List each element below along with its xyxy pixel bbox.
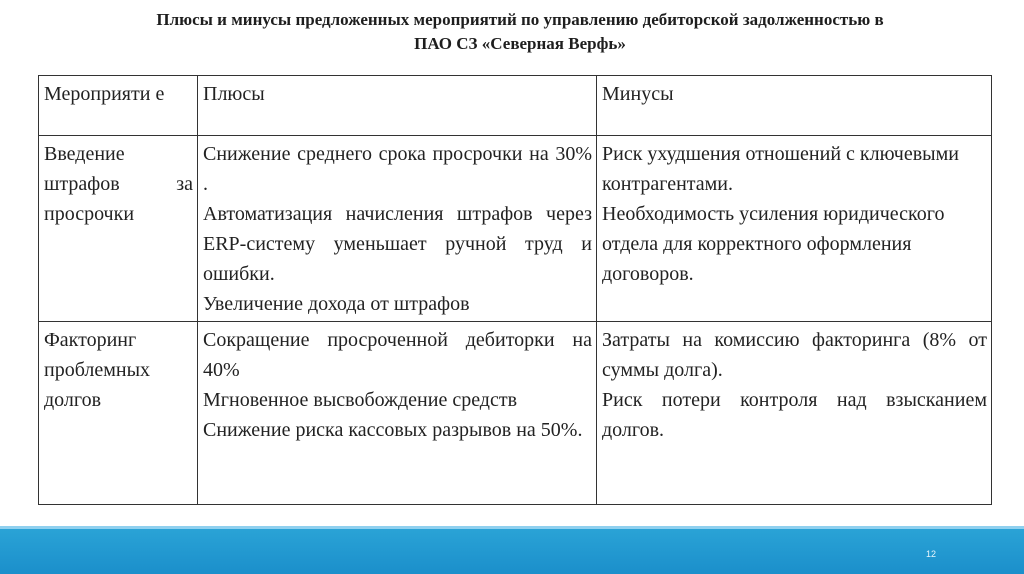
row-pros	[198, 136, 597, 322]
table-header-row	[39, 76, 992, 136]
pros-item: Мгновенное высвобождение средств	[203, 389, 518, 411]
table-row	[39, 136, 992, 322]
row-cons	[597, 322, 992, 505]
pros-item: Увеличение дохода от штрафов	[203, 293, 470, 315]
pros-item: Снижение среднего срока просрочки на 30% .	[203, 143, 592, 195]
cons-item: Риск потери контроля над взысканием долгов.	[602, 389, 987, 441]
pros-cons-table	[38, 75, 992, 505]
page-title	[40, 8, 1000, 56]
cons-item: Затраты на комиссию факторинга (8% от суммы долга).	[602, 329, 987, 381]
header-cons: Минусы	[597, 76, 992, 136]
row-measure: Введение штрафов за просрочки	[39, 136, 198, 322]
title-line-1: Плюсы и минусы предложенных мероприятий по управлению дебиторской задолженностью в	[156, 10, 884, 29]
header-measure: Мероприяти е	[39, 76, 198, 136]
pros-item: Снижение риска кассовых разрывов на 50%.	[203, 419, 583, 441]
row-measure: Факторинг проблемных долгов	[39, 322, 198, 505]
page-number: 12	[925, 549, 936, 559]
footer-bar	[0, 529, 1024, 574]
pros-item: Сокращение просроченной дебиторки на 40%	[203, 329, 592, 381]
table-row	[39, 322, 992, 505]
cons-item: Риск ухудшения отношений с ключевыми контрагентами.	[602, 143, 959, 195]
cons-item: Необходимость усиления юридического отдела для корректного оформления договоров.	[602, 203, 945, 285]
row-pros	[198, 322, 597, 505]
title-line-2: ПАО СЗ «Северная Верфь»	[414, 34, 626, 53]
row-cons	[597, 136, 992, 322]
header-pros: Плюсы	[198, 76, 597, 136]
pros-item: Автоматизация начисления штрафов через ERP-систему уменьшает ручной труд и ошибки.	[203, 203, 592, 285]
